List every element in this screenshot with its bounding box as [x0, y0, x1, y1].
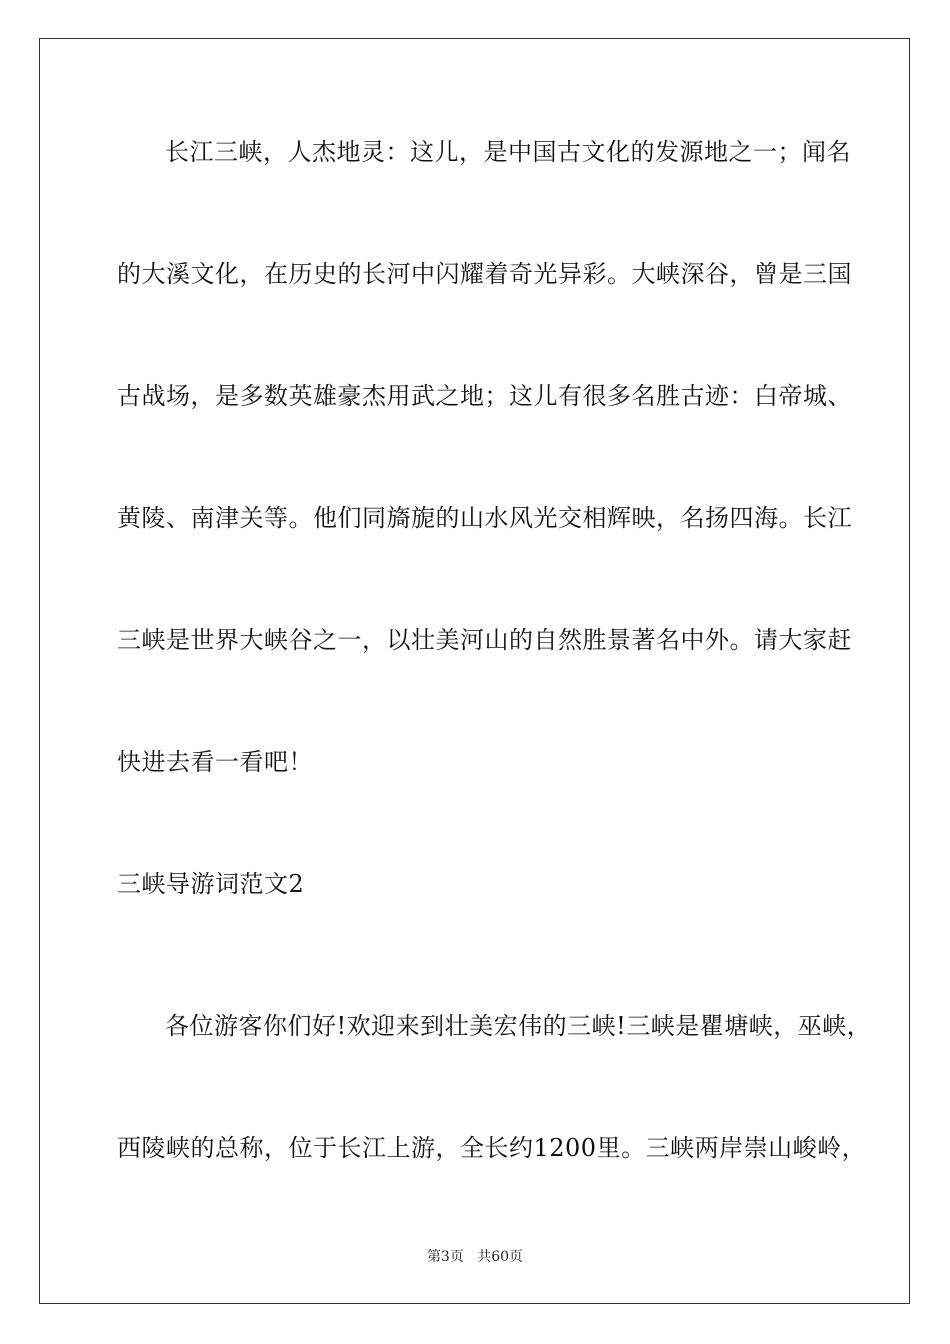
paragraph-1-line-2: 的大溪文化，在历史的长河中闪耀着奇光异彩。大峡深谷，曾是三国	[117, 260, 852, 288]
page-border	[39, 38, 910, 1304]
page-total: 共60页	[477, 1249, 524, 1265]
paragraph-1-line-4: 黄陵、南津关等。他们同旖旎的山水风光交相辉映，名扬四海。长江	[117, 504, 852, 532]
paragraph-2-line-1: 各位游客你们好!欢迎来到壮美宏伟的三峡!三峡是瞿塘峡，巫峡，	[165, 1012, 872, 1040]
paragraph-1-line-5: 三峡是世界大峡谷之一，以壮美河山的自然胜景著名中外。请大家赶	[117, 626, 852, 654]
paragraph-1-line-3: 古战场，是多数英雄豪杰用武之地；这儿有很多名胜古迹：白帝城、	[117, 382, 852, 410]
paragraph-1-line-1: 长江三峡，人杰地灵：这儿，是中国古文化的发源地之一；闻名	[165, 138, 851, 166]
page-number: 第3页	[426, 1249, 464, 1265]
section-heading: 三峡导游词范文2	[117, 870, 305, 898]
paragraph-2-line-2: 西陵峡的总称，位于长江上游，全长约1200里。三峡两岸崇山峻岭，	[117, 1134, 867, 1162]
page-footer	[0, 1248, 950, 1266]
paragraph-1-line-6: 快进去看一看吧！	[117, 748, 313, 776]
